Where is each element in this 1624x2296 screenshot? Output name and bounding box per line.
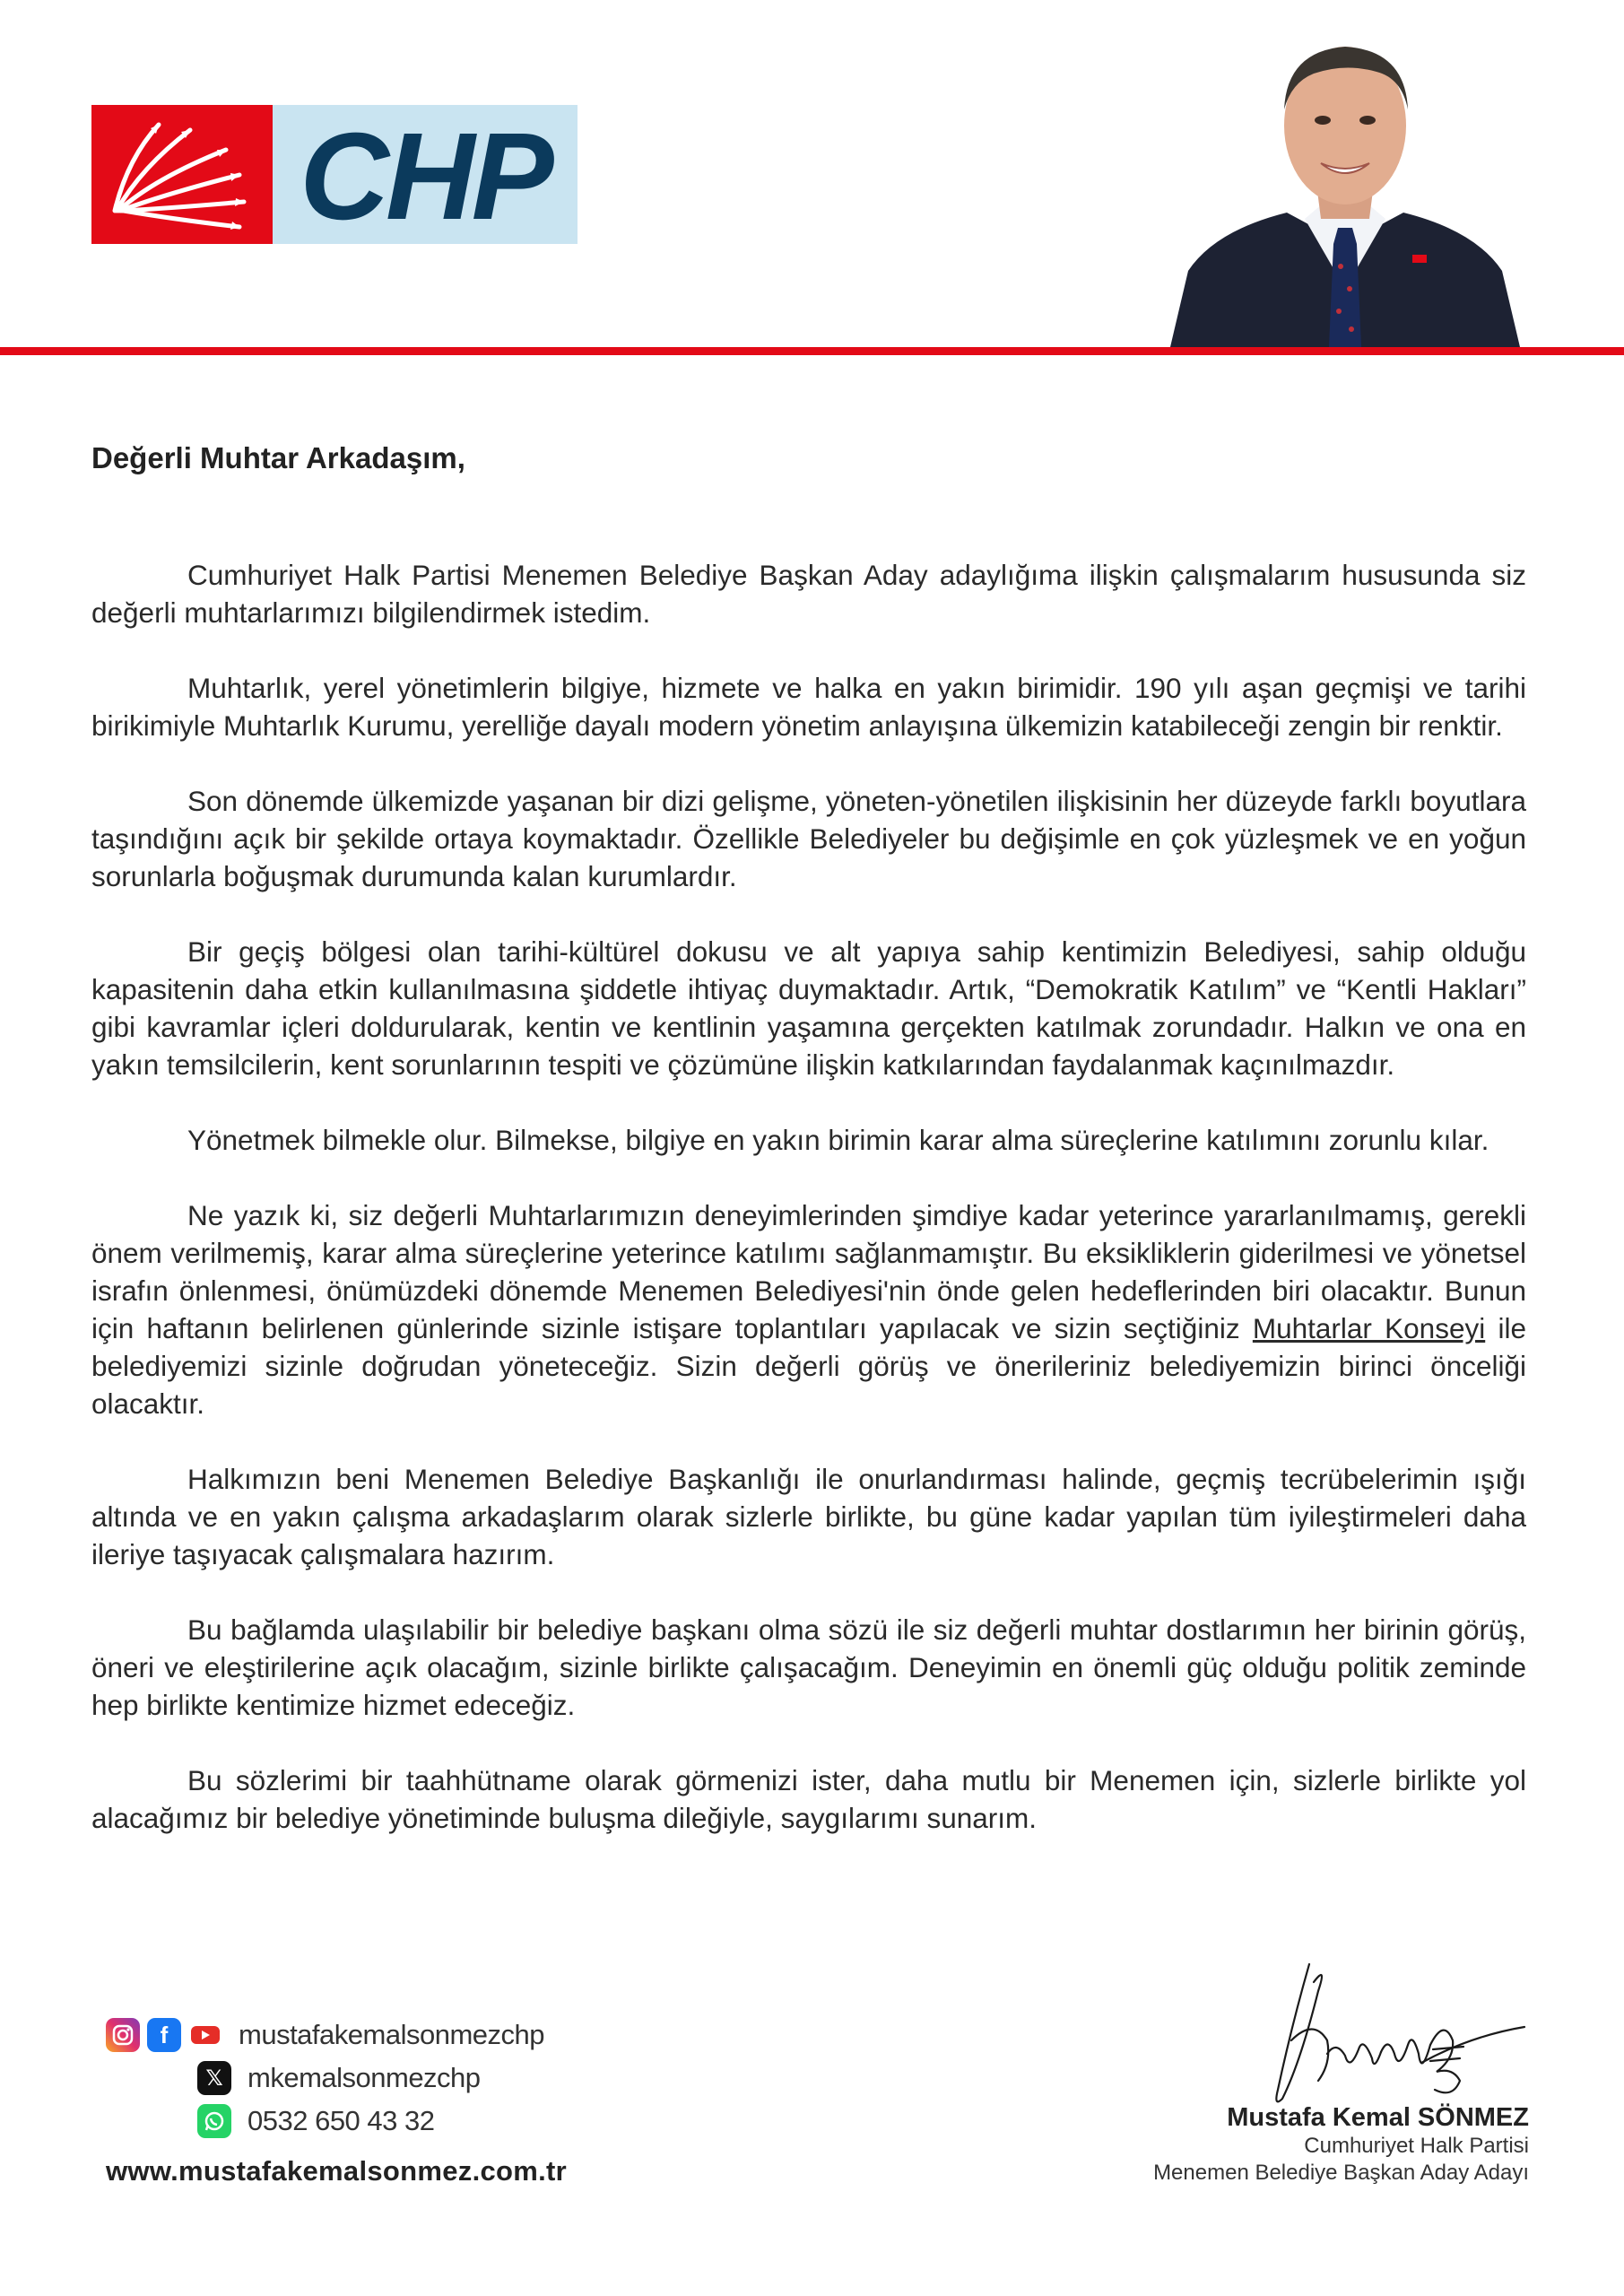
website-link[interactable]: www.mustafakemalsonmez.com.tr [106,2155,568,2187]
x-handle[interactable]: mkemalsonmezchp [248,2062,481,2093]
phone-number[interactable]: 0532 650 43 32 [248,2105,435,2136]
chp-six-arrows-emblem [91,105,273,244]
youtube-icon[interactable] [188,2018,222,2052]
signer-party: Cumhuriyet Halk Partisi [1304,2134,1529,2158]
muhtarlar-konseyi-link: Muhtarlar Konseyi [1252,1312,1486,1344]
chp-logo [91,105,578,244]
header-divider [0,347,1624,355]
paragraph-6-start: Ne yazık ki, siz değerli Muhtarlarımızın deneyimlerinden şimdiye kadar yeterince yararlanılmamış, gerekli önem verilmemiş, karar alma süreçlerine yeterince katılımı sağlanmamıştır. Bu eksikliklerin giderilmesi ve yönetsel israfın önlenmesi, önümüzdeki dönemde Menemen Belediyesi'nin önde gelen hedeflerinden biri olacaktır. Bunun için haftanın belirlenen günlerinde sizinle istişare toplantıları yapılacak ve sizin seçtiğiniz [91,1199,1526,1344]
signer-block [1076,2103,1529,2187]
social-row [106,2013,544,2057]
handwritten-signature [1229,1955,1533,2121]
paragraph-1: Cumhuriyet Halk Partisi Menemen Belediye Başkan Aday adaylığıma ilişkin çalışmalarım hususunda siz değerli muhtarlarımızı bilgilendirmek istedim. [91,559,1526,629]
instagram-icon[interactable] [106,2018,140,2052]
paragraph-3: Son dönemde ülkemizde yaşanan bir dizi gelişme, yöneten-yönetilen ilişkisinin her düzeyde farklı boyutlara taşındığını açık bir şekilde ortaya koymaktadır. Özellikle Belediyeler bu değişimle en çok yüzleşmek ve en yoğun sorunlarla boğuşmak durumunda kalan kurumlardır. [91,785,1526,892]
whatsapp-icon[interactable] [197,2104,231,2138]
paragraph-5: Yönetmek bilmekle olur. Bilmekse, bilgiye en yakın birimin karar alma süreçlerine katılımını zorunlu kılar. [187,1124,1489,1156]
x-icon[interactable]: 𝕏 [197,2061,231,2095]
paragraph-6-end: ile belediyemizi sizinle doğrudan yöneteceğiz. Sizin değerli görüş ve önerileriniz belediyemizin birinci önceliği olacaktır. [91,1312,1526,1420]
paragraph-4: Bir geçiş bölgesi olan tarihi-kültürel dokusu ve alt yapıya sahip kentimizin Belediyesi, sahip olduğu kapasitenin daha etkin kullanılmasına şiddetle ihtiyaç duymaktadır. Artık, “Demokratik Katılım” ve “Kentli Hakları” gibi kavramlar içleri doldurularak, kentin ve kentlinin yaşamına gerçekten katılmak zorundadır. Halkın ve ona en yakın temsilcilerin, kent sorunlarının tespiti ve çözümüne ilişkin katkılarından faydalanmak kaçınılmazdır. [91,935,1526,1081]
logo-text: CHP [300,107,551,246]
x-row [197,2057,544,2100]
facebook-icon[interactable]: f [147,2018,181,2052]
paragraph-6 [91,1196,1526,1422]
signer-name: Mustafa Kemal SÖNMEZ [1227,2103,1529,2132]
paragraph-2: Muhtarlık, yerel yönetimlerin bilgiye, hizmete ve halka en yakın birimidir. 190 yılı aşan geçmişi ve tarihi birikimiyle Muhtarlık Kurumu, yerelliğe dayalı modern yönetim anlayışına ülkemizin katabileceği zengin bir renktir. [91,672,1526,742]
contact-info [106,2013,544,2143]
paragraph-8: Bu bağlamda ulaşılabilir bir belediye başkanı olma sözü ile siz değerli muhtar dostlarımın her birinin görüş, öneri ve eleştirilerine açık olacağım, sizinle birlikte çalışacağım. Deneyimin en önemli güç olduğu politik zeminde hep birlikte kentimize hizmet edeceğiz. [91,1613,1526,1721]
social-handle[interactable]: mustafakemalsonmezchp [239,2019,544,2050]
whatsapp-row [197,2100,544,2143]
salutation: Değerli Muhtar Arkadaşım, [91,441,465,474]
paragraph-9: Bu sözlerimi bir taahhütname olarak görmenizi ister, daha mutlu bir Menemen için, sizlerle birlikte yol alacağımız bir belediye yönetiminde buluşma dileğiyle, saygılarımı sunarım. [91,1764,1526,1834]
letter-body [91,556,1526,1874]
chp-wordmark [273,105,578,244]
candidate-portrait [1161,20,1529,347]
paragraph-7: Halkımızın beni Menemen Belediye Başkanlığı ile onurlandırması halinde, geçmiş tecrübelerimin ışığı altında ve en yakın çalışma arkadaşlarım olarak sizlerle birlikte, bu güne kadar yapılan tüm iyileştirmeleri daha ileriye taşıyacak çalışmalara hazırım. [91,1463,1526,1570]
signer-title: Menemen Belediye Başkan Aday Adayı [1153,2161,1529,2185]
